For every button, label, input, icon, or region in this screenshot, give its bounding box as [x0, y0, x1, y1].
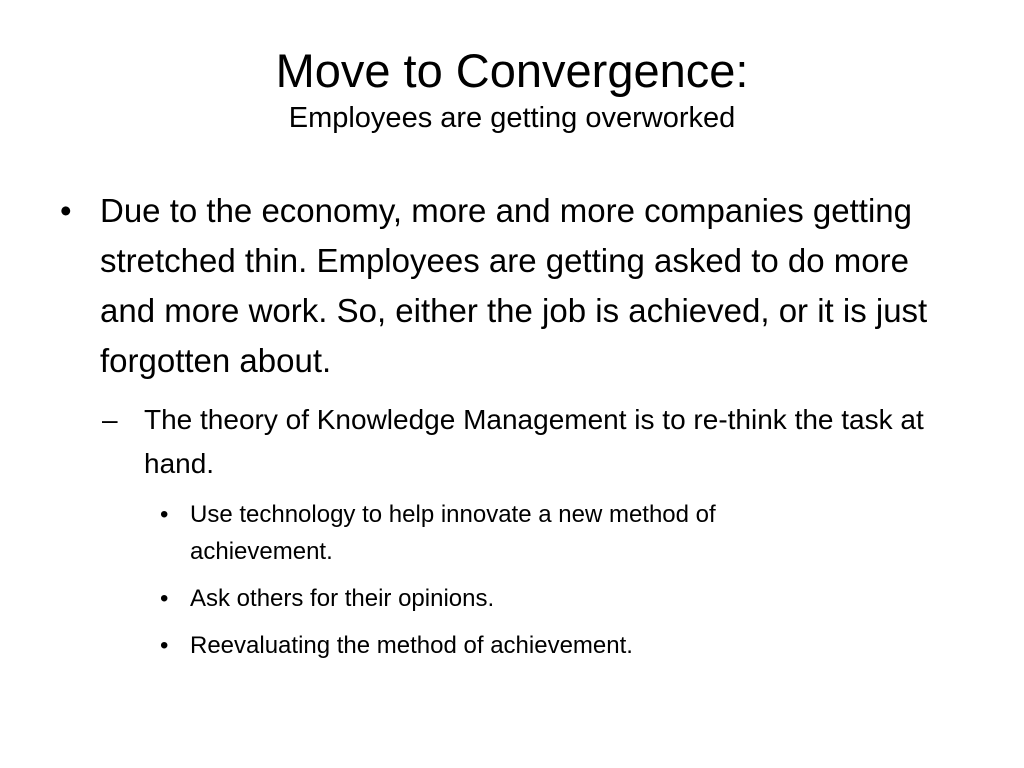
- slide-subtitle: Employees are getting overworked: [288, 102, 736, 134]
- bullet-dot-icon: •: [160, 585, 169, 612]
- bullet-level-2: [102, 398, 934, 486]
- bullet-text: Due to the economy, more and more companies getting stretched thin. Employees are getting asked to do more and more work. So, either the job is achieved, or it is just forgotten about.: [100, 192, 928, 379]
- bullet-text: Use technology to help innovate a new method of achievement.: [190, 501, 716, 565]
- slide-body: [60, 186, 960, 664]
- bullet-level-1: [60, 186, 960, 386]
- bullet-level-3: [160, 627, 840, 664]
- bullet-dot-icon: •: [60, 192, 72, 229]
- bullet-dot-icon: •: [160, 632, 169, 659]
- slide-title: Move to Convergence:: [275, 44, 749, 97]
- dash-icon: –: [102, 404, 118, 435]
- bullet-text: The theory of Knowledge Management is to re-think the task at hand.: [144, 404, 924, 479]
- bullet-level-3: [160, 580, 840, 617]
- bullet-text: Reevaluating the method of achievement.: [190, 632, 633, 659]
- bullet-dot-icon: •: [160, 501, 169, 528]
- bullet-level-3: [160, 496, 840, 570]
- bullet-text: Ask others for their opinions.: [190, 585, 495, 612]
- title-block: [40, 42, 984, 136]
